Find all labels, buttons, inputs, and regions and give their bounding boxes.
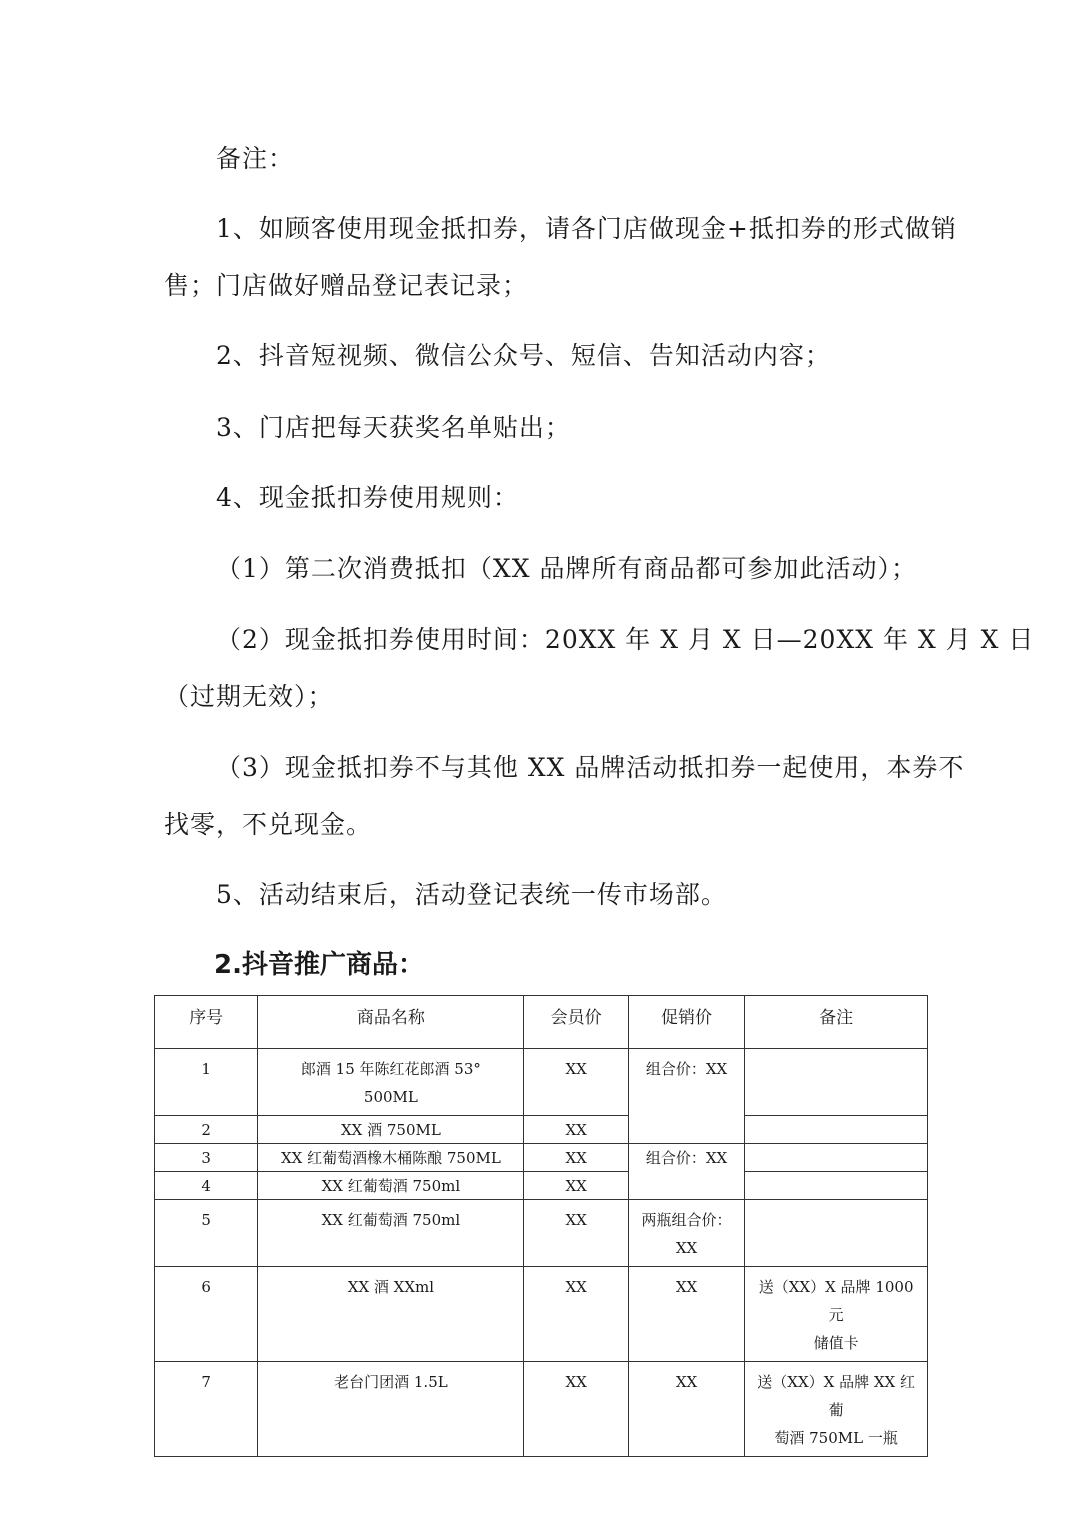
cell-promo-price: XX	[628, 1362, 744, 1457]
note-item-5: 5、活动结束后，活动登记表统一传市场部。	[216, 880, 727, 909]
table-row	[155, 1116, 928, 1144]
rule-3-line-1: （3）现金抵扣券不与其他 XX 品牌活动抵扣券一起使用，本券不	[216, 753, 965, 782]
cell-note: 送（XX）X 品牌 1000 元 储值卡	[745, 1267, 928, 1362]
section-title: 2.抖音推广商品：	[214, 950, 424, 980]
table-row	[155, 1049, 928, 1116]
cell-note	[745, 1200, 928, 1267]
cell-member-price: XX	[524, 1049, 628, 1116]
header-promo-price: 促销价	[628, 996, 744, 1049]
cell-member-price: XX	[524, 1362, 628, 1457]
cell-member-price: XX	[524, 1172, 628, 1200]
note-item-1-line-1: 1、如顾客使用现金抵扣券，请各门店做现金+抵扣券的形式做销	[216, 214, 957, 243]
header-no: 序号	[155, 996, 258, 1049]
cell-note: 送（XX）X 品牌 XX 红葡 萄酒 750ML 一瓶	[745, 1362, 928, 1457]
header-member-price: 会员价	[524, 996, 628, 1049]
header-note: 备注	[745, 996, 928, 1049]
cell-name: XX 红葡萄酒 750ml	[258, 1172, 524, 1200]
cell-no: 4	[155, 1172, 258, 1200]
table-row	[155, 1144, 928, 1172]
cell-no: 6	[155, 1267, 258, 1362]
cell-no: 5	[155, 1200, 258, 1267]
cell-member-price: XX	[524, 1200, 628, 1267]
cell-promo-price: 两瓶组合价： XX	[628, 1200, 744, 1267]
rule-1: （1）第二次消费抵扣（XX 品牌所有商品都可参加此活动）；	[216, 554, 917, 583]
note-item-4: 4、现金抵扣券使用规则：	[216, 483, 519, 512]
cell-promo-price: 组合价：XX	[628, 1049, 744, 1144]
note-item-3: 3、门店把每天获奖名单贴出；	[216, 413, 571, 442]
rule-2-line-2: （过期无效）；	[164, 682, 334, 711]
table-row	[155, 1172, 928, 1200]
cell-member-price: XX	[524, 1144, 628, 1172]
cell-no: 7	[155, 1362, 258, 1457]
table-row	[155, 1362, 928, 1457]
cell-name: 老台门团酒 1.5L	[258, 1362, 524, 1457]
cell-note	[745, 1116, 928, 1144]
cell-note	[745, 1172, 928, 1200]
table-row	[155, 1267, 928, 1362]
cell-promo-price: 组合价：XX	[628, 1144, 744, 1200]
cell-name: 郎酒 15 年陈红花郎酒 53° 500ML	[258, 1049, 524, 1116]
table-row	[155, 1200, 928, 1267]
cell-name: XX 红葡萄酒 750ml	[258, 1200, 524, 1267]
cell-note	[745, 1049, 928, 1116]
cell-member-price: XX	[524, 1116, 628, 1144]
products-table	[154, 995, 928, 1457]
note-item-2: 2、抖音短视频、微信公众号、短信、告知活动内容；	[216, 341, 831, 370]
header-name: 商品名称	[258, 996, 524, 1049]
cell-member-price: XX	[524, 1267, 628, 1362]
cell-name: XX 酒 XXml	[258, 1267, 524, 1362]
note-item-1-line-2: 售；门店做好赠品登记表记录；	[164, 271, 529, 300]
cell-no: 3	[155, 1144, 258, 1172]
cell-promo-price: XX	[628, 1267, 744, 1362]
notes-title: 备注：	[216, 144, 295, 173]
cell-note	[745, 1144, 928, 1172]
cell-name: XX 酒 750ML	[258, 1116, 524, 1144]
cell-no: 1	[155, 1049, 258, 1116]
rule-2-line-1: （2）现金抵扣券使用时间：20XX 年 X 月 X 日—20XX 年 X 月 X 日	[216, 625, 1035, 654]
cell-name: XX 红葡萄酒橡木桶陈酿 750ML	[258, 1144, 524, 1172]
cell-no: 2	[155, 1116, 258, 1144]
table-header-row	[155, 996, 928, 1049]
rule-3-line-2: 找零，不兑现金。	[164, 810, 373, 839]
